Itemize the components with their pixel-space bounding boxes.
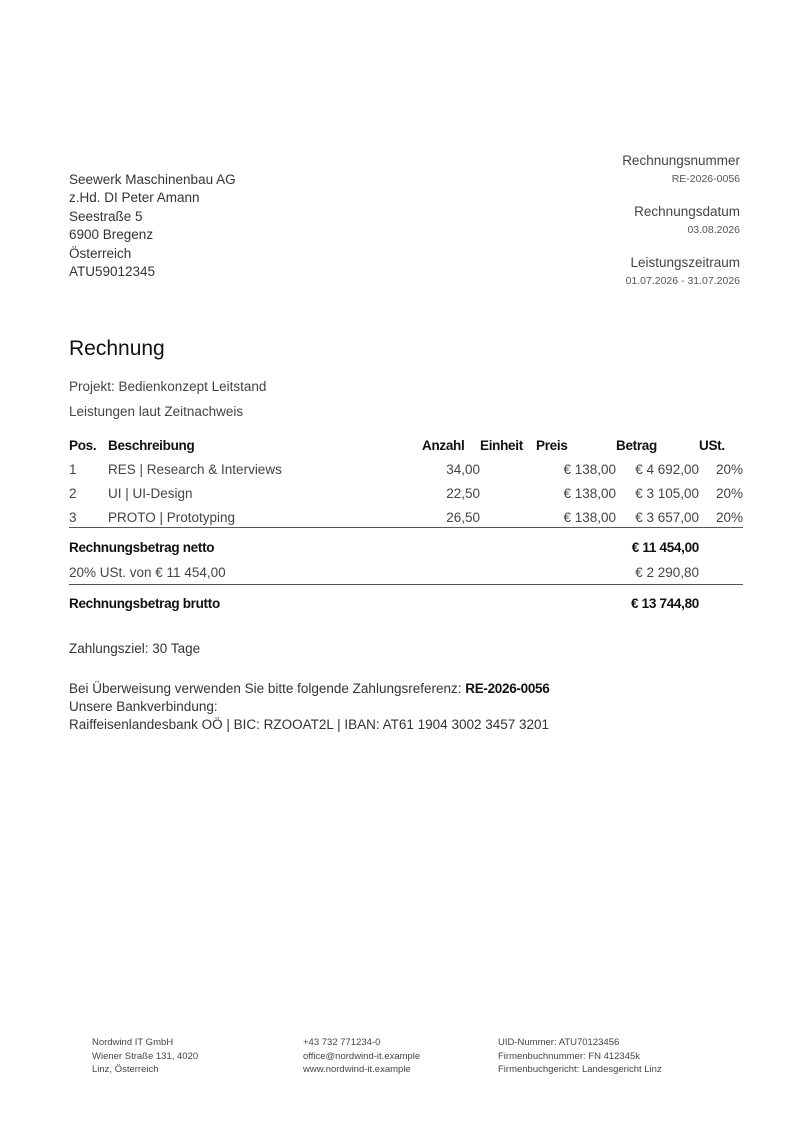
row-amount: € 3 105,00 [635,485,699,501]
row-description: PROTO | Prototyping [108,509,236,525]
row-pos: 1 [69,461,77,477]
recipient-address [69,171,236,281]
gross-total-value: € 13 744,80 [630,596,699,611]
row-unit [480,457,536,481]
recipient-city: 6900 Bregenz [69,227,154,243]
invoice-number: RE-2026-0056 [671,173,740,185]
bank-label: Unsere Bankverbindung: [69,699,218,714]
recipient-street: Seestraße 5 [69,208,143,224]
row-vat: 20% [715,485,743,501]
row-amount: € 3 657,00 [635,509,699,525]
header-price: Preis [536,438,568,453]
project-line: Projekt: Bedienkonzept Leitstand [69,379,267,394]
invoice-date: 03.08.2026 [687,224,740,236]
payment-reference-text: Bei Überweisung verwenden Sie bitte folgende Zahlungsreferenz: [69,681,466,696]
invoice-number-label: Rechnungsnummer [622,153,740,168]
gross-total-label: Rechnungsbetrag brutto [69,596,220,611]
row-pos: 3 [69,509,77,525]
row-pos: 2 [69,485,77,501]
table-row [69,505,743,529]
invoice-meta [500,152,740,305]
row-vat: 20% [715,461,743,477]
recipient-attention: z.Hd. DI Peter Amann [69,190,200,206]
footer-line: Nordwind IT GmbH [92,1037,174,1048]
row-description: RES | Research & Interviews [108,461,282,477]
vat-label: 20% USt. von € 11 454,00 [69,565,226,580]
footer-company [92,1036,198,1077]
services-note: Leistungen laut Zeitnachweis [69,404,244,419]
header-pos: Pos. [69,438,97,453]
table-row [69,481,743,505]
payment-reference: RE-2026-0056 [465,681,550,696]
bank-details: Raiffeisenlandesbank OÖ | BIC: RZOOAT2L | IBAN: AT61 1904 3002 3457 3201 [69,717,550,732]
recipient-country: Österreich [69,245,132,261]
recipient-company: Seewerk Maschinenbau AG [69,172,236,187]
row-description: UI | UI-Design [108,485,193,501]
row-quantity: 26,50 [446,509,480,525]
footer-phone: +43 732 771234-0 [303,1037,381,1048]
row-quantity: 22,50 [446,485,480,501]
row-amount: € 4 692,00 [635,461,699,477]
totals-divider [69,584,743,585]
row-quantity: 34,00 [446,461,480,477]
row-vat: 20% [715,509,743,525]
footer-registration [498,1036,662,1077]
table-divider [69,527,743,528]
header-description: Beschreibung [108,438,195,453]
table-header-row [69,434,743,457]
line-items-table [69,434,743,529]
footer-line: Linz, Österreich [92,1064,159,1075]
row-price: € 138,00 [563,461,616,477]
footer-website: www.nordwind-it.example [303,1064,411,1075]
header-unit: Einheit [480,438,523,453]
row-price: € 138,00 [563,509,616,525]
footer-line: UID-Nummer: ATU70123456 [498,1037,620,1048]
footer-email: office@nordwind-it.example [303,1050,421,1062]
header-quantity: Anzahl [422,438,465,453]
header-amount: Betrag [616,438,657,453]
row-unit [480,481,536,505]
table-row [69,457,743,481]
footer-line: Wiener Straße 131, 4020 [92,1050,199,1062]
vat-value: € 2 290,80 [635,565,699,580]
row-price: € 138,00 [563,485,616,501]
service-period-label: Leistungszeitraum [630,255,740,270]
header-vat: USt. [699,438,725,453]
payment-reference-line [69,680,549,698]
row-unit [480,505,536,529]
service-period: 01.07.2026 - 31.07.2026 [625,275,740,287]
document-title: Rechnung [69,337,165,360]
net-total-value: € 11 454,00 [631,540,699,555]
footer-line: Firmenbuchnummer: FN 412345k [498,1050,641,1062]
recipient-vat-id: ATU59012345 [69,264,156,280]
net-total-label: Rechnungsbetrag netto [69,540,215,555]
footer-line: Firmenbuchgericht: Landesgericht Linz [498,1064,662,1075]
payment-terms: Zahlungsziel: 30 Tage [69,641,201,656]
footer-contact [303,1036,420,1077]
invoice-date-label: Rechnungsdatum [634,204,740,219]
